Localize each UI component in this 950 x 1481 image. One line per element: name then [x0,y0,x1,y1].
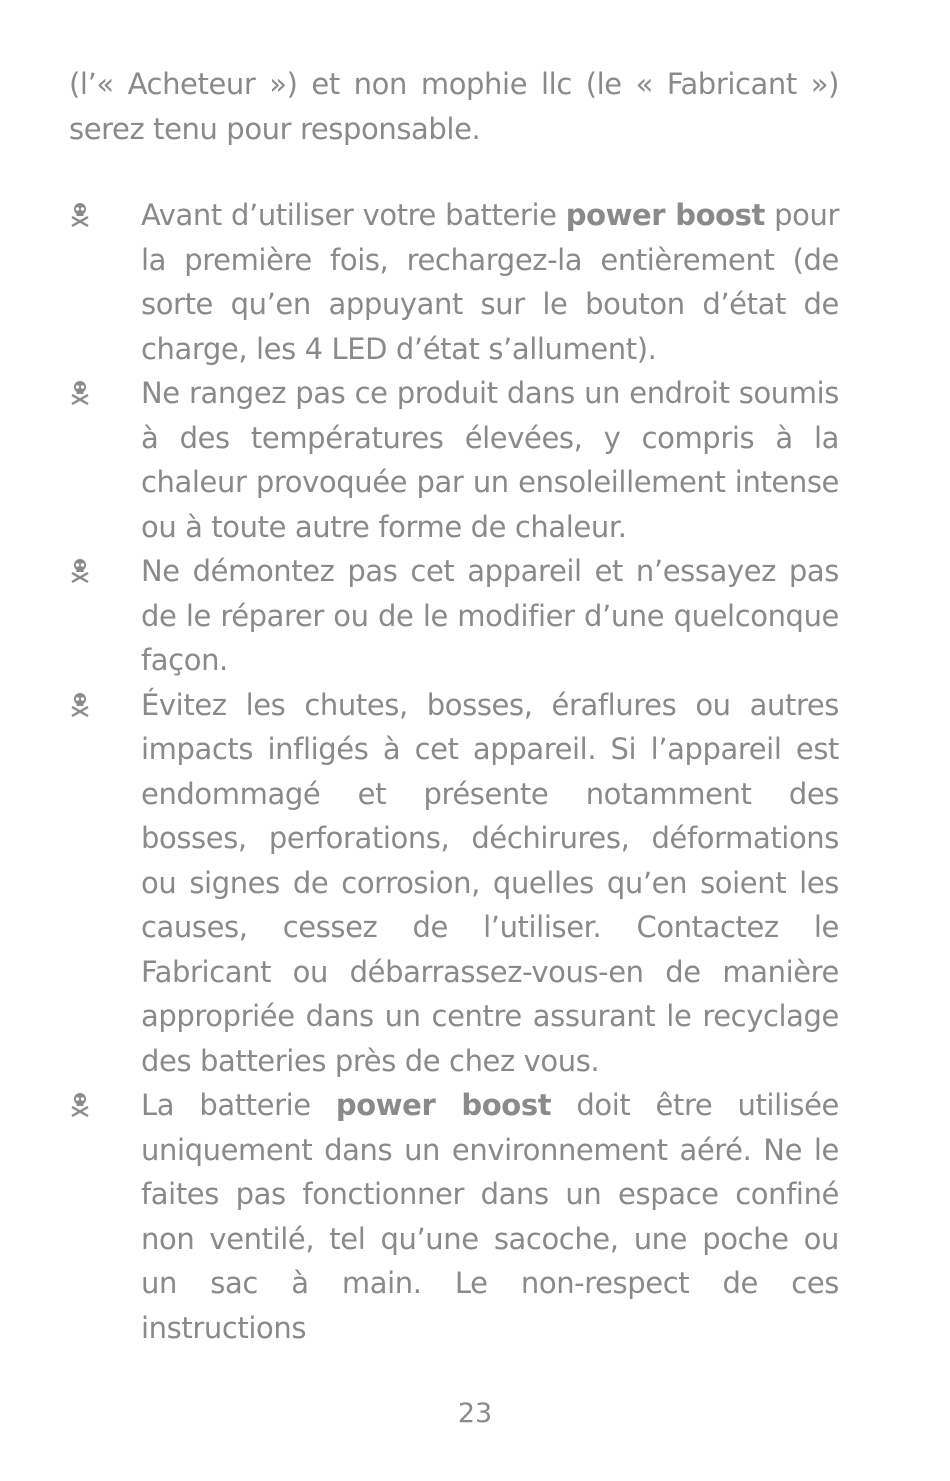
warning-text [141,549,839,683]
warning-text [141,193,839,371]
page-body [69,62,839,1350]
warning-text-part: Évitez les chutes, bosses, éraflures ou autres impacts infligés à cet appareil. Si l’appareil est endommagé et présente notamment des bosses, perforations, déchirures, déformations ou signes de corrosion, quelles qu’en soient les causes, cessez de l’utiliser. Contactez le Fabricant ou débarrassez-vous-en de manière appropriée dans un centre assurant le recyclage des batteries près de chez vous. [141,687,839,1078]
warning-text [141,1083,839,1350]
page-number: 23 [457,1398,493,1429]
warning-text-part: Ne démontez pas cet appareil et n’essayez pas de le réparer ou de le modifier d’une quelconque façon. [141,554,839,677]
skull-crossbones-icon [69,692,91,718]
warning-item [69,683,839,1084]
warning-item [69,193,839,371]
skull-crossbones-icon [69,1092,91,1118]
product-name: power boost [335,1088,552,1122]
warning-text [141,683,839,1084]
warning-text [141,371,839,549]
warning-text-part: doit être utilisée uniquement dans un environnement aéré. Ne le faites pas fonctionner dans un espace confiné non ventilé, tel qu’une sacoche, une poche ou un sac à main. Le non-respect de ces instructions [141,1088,839,1345]
warning-text-part: Ne rangez pas ce produit dans un endroit soumis à des températures élevées, y compris à la chaleur provoquée par un ensoleillement intense ou à toute autre forme de chaleur. [141,376,839,544]
warning-text-part: Avant d’utiliser votre batterie [141,198,566,232]
warning-text-part: La batterie [141,1088,336,1122]
intro-paragraph: (l’« Acheteur ») et non mophie llc (le « Fabricant ») serez tenu pour responsable. [69,67,839,146]
warning-item [69,549,839,683]
warning-item [69,1083,839,1350]
warning-item [69,371,839,549]
skull-crossbones-icon [69,558,91,584]
warning-text-part: pour la première fois, rechargez-la entièrement (de sorte qu’en appuyant sur le bouton d’état de charge, les 4 LED d’état s’allument). [141,198,839,366]
warning-list [69,193,839,1350]
skull-crossbones-icon [69,380,91,406]
skull-crossbones-icon [69,202,91,228]
product-name: power boost [565,198,765,232]
